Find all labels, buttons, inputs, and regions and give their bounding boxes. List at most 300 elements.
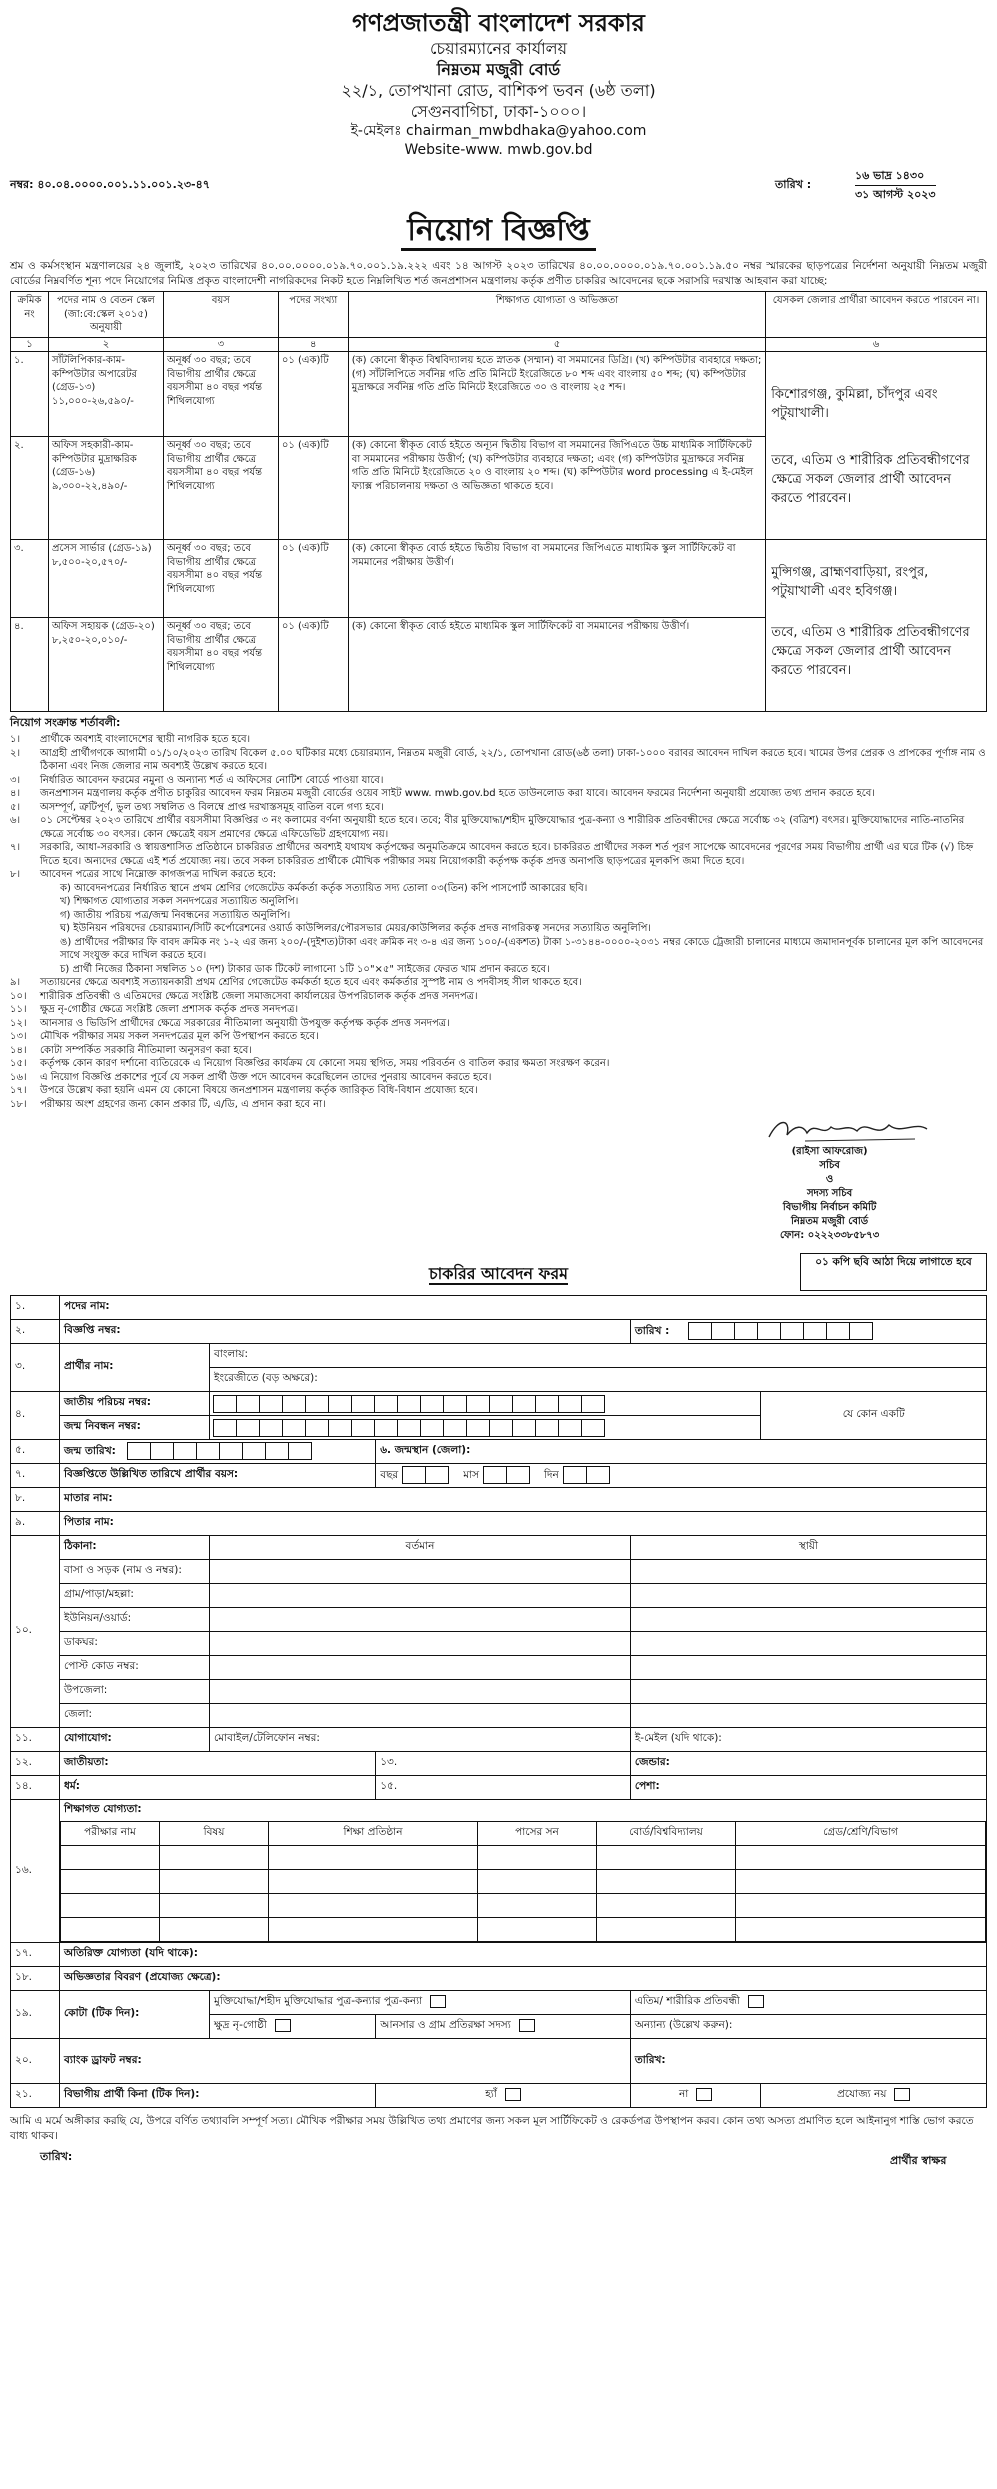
- col-post: পদের নাম ও বেতন স্কেল (জা:বে:স্কেল ২০১৫) অনুযায়ী: [48, 292, 163, 338]
- conditions-list: [10, 733, 987, 1111]
- list-item: [10, 990, 987, 1004]
- checkbox-icon[interactable]: [505, 2088, 521, 2101]
- option-label: অন্যান্য (উল্লেখ করুন):: [634, 2019, 733, 2031]
- field-label: যোগাযোগ:: [64, 1732, 112, 1744]
- row-number: ৫.: [11, 1440, 60, 1464]
- permanent-address-field[interactable]: [630, 1704, 986, 1728]
- field-label: ইউনিয়ন/ওয়ার্ড:: [60, 1608, 210, 1632]
- address-line-1: ২২/১, তোপখানা রোড, বাশিকপ ভবন (৬ষ্ঠ তলা): [341, 81, 656, 100]
- item-text: শারীরিক প্রতিবন্ধী ও এতিমদের ক্ষেত্রে সংশ্লিষ্ট জেলা সমাজসেবা কার্যালয়ের উপপরিচালক কর্তৃক প্রদত্ত সনদপত্র।: [40, 990, 478, 1002]
- field-label: ৬. জন্মস্থান (জেলা):: [380, 1444, 471, 1456]
- list-item: [10, 747, 987, 774]
- footer-date-label: তারিখ:: [40, 2150, 73, 2163]
- item-text: ০১ সেপ্টেম্বর ২০২৩ তারিখে প্রার্থীর বয়সসীমা বিজ্ঞপ্তির ৩ নং কলামের বর্ণনা অনুযায়ী হতে হবে। তবে; বীর মুক্তিযোদ্ধা/শহীদ মুক্তিযোদ্ধার পুত্র-কন্যা ও শারীরিক প্রতিবন্ধীদের ক্ষেত্রে সর্বোচ্চ ৩২ (বত্রিশ) বৎসর। মুক্তিযোদ্ধাদের নাতি-নাতনির ক্ষেত্রে সর্বোচ্চ ৩০ বৎসর। কোন ক্ষেত্রেই বয়স প্রমাণের ক্ষেত্রে এফিডেভিট গ্রহণযোগ্য নয়।: [40, 815, 965, 840]
- field-label: বাংলায়:: [214, 1348, 248, 1360]
- edu-col: পরীক্ষার নাম: [61, 1822, 160, 1846]
- signatory-details: [780, 1145, 879, 1243]
- edu-col: বিষয়: [160, 1822, 269, 1846]
- row-post: অফিস সহায়ক (গ্রেড-২০) ৮,২৫০-২০,০১০/-: [48, 618, 163, 712]
- website-line: Website-www. mwb.gov.bd: [404, 142, 593, 158]
- col-qualification: শিক্ষাগত যোগ্যতা ও অভিজ্ঞতা: [348, 292, 765, 338]
- item-number: ১৩।: [10, 1031, 27, 1042]
- form-row: [11, 2039, 987, 2084]
- option-label: প্রযোজ্য নয়: [837, 2088, 887, 2100]
- list-item: [10, 976, 987, 990]
- eligibility-exception-1: তবে, এতিম ও শারীরিক প্রতিবন্ধীগণের ক্ষেত্রে সকল জেলার প্রার্থী আবেদন করতে পারবেন।: [771, 453, 970, 506]
- column-number-row: [11, 337, 987, 352]
- row-qualification: (ক) কোনো স্বীকৃত বোর্ড হইতে মাধ্যমিক স্কুল সার্টিফিকেট বা সমমানের পরীক্ষায় উত্তীর্ণ।: [348, 618, 765, 712]
- form-row: [11, 1943, 987, 1967]
- age-fields[interactable]: [376, 1464, 987, 1488]
- form-row: [11, 1704, 987, 1728]
- item-text: সরকারি, আধা-সরকারি ও স্বায়ত্তশাসিত প্রতিষ্ঠানে চাকরিরত প্রার্থীদের অবশ্যই যথাযথ কর্তৃপক্ষের অনুমতিক্রমে আবেদন করতে হবে। চাকরিরত প্রার্থীদের সকল শর্ত পূরণ সাপেক্ষে আবেদনের পূরণের সময় বিভাগীয় প্রার্থী এর ঘরে টিক (√) চিহ্ন দিতে হবে। অন্যদের ক্ষেত্রে এই শর্ত প্রযোজ্য নয়। তবে সকল চাকরিরত প্রার্থীকে মৌখিক পরীক্ষার সময় নিয়োগকারী কর্তৃপক্ষ কর্তৃক প্রদত্ত অনাপত্তি ছাড়পত্রের মূলকপি জমা দিতে হবে।: [40, 842, 974, 867]
- row-number: ১৭.: [11, 1943, 60, 1967]
- checkbox-icon[interactable]: [275, 2019, 291, 2032]
- permanent-address-field[interactable]: [630, 1584, 986, 1608]
- quota-option[interactable]: [376, 2015, 631, 2039]
- signatory-office: নিম্নতম মজুরী বোর্ড: [791, 1216, 869, 1227]
- attachment-item: খ) শিক্ষাগত যোগ্যতার সকল সনদপত্রের সত্যায়িত অনুলিপি।: [60, 896, 299, 907]
- form-row: [11, 1800, 987, 1942]
- occupation-field[interactable]: [630, 1776, 986, 1800]
- religion-field[interactable]: [60, 1776, 376, 1800]
- form-row: [11, 1991, 987, 2015]
- item-number: ১৮।: [10, 1098, 27, 1110]
- item-number: ১৭।: [10, 1085, 27, 1096]
- row-age: অনূর্ধ্ব ৩০ বছর; তবে বিভাগীয় প্রার্থীর ক্ষেত্রে বয়সসীমা ৪০ বছর পর্যন্ত শিথিলযোগ্য: [163, 437, 278, 540]
- eligibility-districts-2: মুন্সিগঞ্জ, ব্রাহ্মণবাড়িয়া, রংপুর, পটুয়াখালী এবং হবিগঞ্জ।: [771, 565, 929, 599]
- mobile-field[interactable]: [210, 1728, 631, 1752]
- either-note: যে কোন একটি: [761, 1392, 987, 1440]
- government-name: গণপ্রজাতন্ত্রী বাংলাদেশ সরকার: [352, 9, 645, 37]
- signatory-designation: বিভাগীয় নির্বাচন কমিটি: [782, 1202, 877, 1213]
- row-serial: ৪.: [11, 618, 49, 712]
- age-day-label: দিন: [544, 1469, 559, 1481]
- form-row: [11, 1584, 987, 1608]
- row-number: ৮.: [11, 1488, 60, 1512]
- memo-number: নম্বর: ৪০.০৪.০০০০.০০১.১১.০০১.২৩-৪৭: [10, 178, 210, 191]
- form-row: [11, 2084, 987, 2108]
- option-label: ক্ষুদ্র নৃ-গোষ্ঠী: [214, 2019, 267, 2031]
- option-label: না: [678, 2088, 689, 2100]
- form-field[interactable]: [60, 1320, 631, 1344]
- col-ineligible-districts: যেসকল জেলার প্রার্থীরা আবেদন করতে পারবেন না।: [766, 292, 987, 338]
- form-label-cell: [60, 1416, 210, 1440]
- signatory-designation: সচিব: [819, 1160, 840, 1171]
- attachment-item: গ) জাতীয় পরিচয় পত্র/জন্ম নিবন্ধনের সত্যায়িত অনুলিপি।: [60, 909, 291, 921]
- permanent-address-field[interactable]: [630, 1632, 986, 1656]
- list-item: [10, 814, 987, 841]
- form-row: [11, 1296, 987, 1320]
- permanent-address-header: স্থায়ী: [630, 1536, 986, 1560]
- list-item: [10, 1044, 987, 1058]
- field-label: মোবাইল/টেলিফোন নম্বর:: [214, 1732, 320, 1744]
- list-item: [10, 787, 987, 801]
- vacancy-table: [10, 291, 987, 712]
- list-item: [10, 774, 987, 788]
- present-address-field[interactable]: [210, 1632, 631, 1656]
- list-item: [10, 868, 987, 882]
- birth-reg-boxes[interactable]: [210, 1416, 761, 1440]
- permanent-address-field[interactable]: [630, 1560, 986, 1584]
- edu-col: শিক্ষা প্রতিষ্ঠান: [269, 1822, 478, 1846]
- col-num: ২: [48, 337, 163, 352]
- item-text: আবেদন পত্রের সাথে নিম্নোক্ত কাগজপত্র দাখিল করতে হবে:: [40, 869, 277, 880]
- item-number: ১৫।: [10, 1058, 27, 1069]
- field-label: বাসা ও সড়ক (নাম ও নম্বর):: [60, 1560, 210, 1584]
- row-post: সাঁটলিপিকার-কাম-কম্পিউটার অপারেটর (গ্রেড-১৩) ১১,০০০-২৬,৫৯০/-: [48, 352, 163, 437]
- item-text: সত্যায়নের ক্ষেত্রে অবশ্যই সত্যায়নকারী প্রথম শ্রেণির গেজেটেড কর্মকর্তা হতে হবে এবং কর্মকর্তার সুস্পষ্ট নাম ও পদবীসহ সীল থাকতে হবে।: [40, 977, 582, 988]
- row-qualification: (ক) কোনো স্বীকৃত বিশ্ববিদ্যালয় হতে স্নাতক (সম্মান) বা সমমানের ডিগ্রি। (খ) কম্পিউটার ব্যবহারে দক্ষতা; (গ) সাঁটলিপিতে সর্বনিম্ন গতি প্রতি মিনিটে ইংরেজিতে ৮০ শব্দ এবং বাংলায় ৫০ শব্দ; (ঘ) কম্পিউটার মুদ্রাক্ষরে সর্বনিম্ন গতি প্রতি মিনিটে ইংরেজিতে ৩০ ও বাংলায় ২৫ শব্দ।: [348, 352, 765, 437]
- list-item: [10, 1071, 987, 1085]
- form-row: [11, 1560, 987, 1584]
- education-table: [60, 1821, 986, 1942]
- list-item: [10, 1084, 987, 1098]
- departmental-no[interactable]: [630, 2084, 761, 2108]
- col-num: ৫: [348, 337, 765, 352]
- field-label: জাতীয় পরিচয় নম্বর:: [64, 1396, 152, 1408]
- departmental-na[interactable]: [761, 2084, 987, 2108]
- row-number-inline: ১৩.: [376, 1752, 631, 1776]
- eligibility-districts-1: কিশোরগঞ্জ, কুমিল্লা, চাঁদপুর এবং পটুয়াখালী।: [771, 387, 938, 421]
- education-header-row: [61, 1822, 986, 1846]
- departmental-yes[interactable]: [376, 2084, 631, 2108]
- eligibility-exception-2: তবে, এতিম ও শারীরিক প্রতিবন্ধীগণের ক্ষেত্রে সকল জেলার প্রার্থী আবেদন করতে পারবেন।: [771, 625, 970, 678]
- signature-block: [10, 1111, 987, 1253]
- col-age: বয়স: [163, 292, 278, 338]
- item-text: জনপ্রশাসন মন্ত্রণালয় কর্তৃক প্রণীত চাকুরির আবেদন ফরম নিম্নতম মজুরী বোর্ডের ওয়েব সাইট www. mwb.gov.bd হতে ডাউনলোড করা যাবে। আবেদন ফরমের নির্দেশনা অনুযায়ী প্রযোজ্য তথ্য প্রদান করতে হবে।: [40, 788, 875, 799]
- form-field[interactable]: [60, 1967, 987, 1991]
- date-english: ৩১ আগস্ট ২০২৩: [855, 185, 936, 205]
- checkbox-icon[interactable]: [696, 2088, 712, 2101]
- form-row: [11, 1488, 987, 1512]
- permanent-address-field[interactable]: [630, 1680, 986, 1704]
- form-field[interactable]: [630, 1320, 986, 1344]
- list-item: [10, 801, 987, 815]
- form-field[interactable]: [60, 1512, 987, 1536]
- field-label: ঠিকানা:: [64, 1540, 97, 1552]
- field-label: পিতার নাম:: [64, 1516, 114, 1528]
- eligibility-group-1: [766, 352, 987, 540]
- option-label: হ্যাঁ: [485, 2088, 497, 2100]
- row-serial: ১.: [11, 352, 49, 437]
- col-num: ৩: [163, 337, 278, 352]
- item-text: উপরে উল্লেখ করা হয়নি এমন যে কোনো বিষয়ে জনপ্রশাসন মন্ত্রণালয় কর্তৃক জারিকৃত বিধি-বিধান প্রযোজ্য হবে।: [40, 1085, 478, 1096]
- form-footer: [10, 2144, 987, 2170]
- field-label: তারিখ:: [634, 2053, 666, 2066]
- row-count: ০১ (এক)টি: [278, 352, 348, 437]
- item-text: ক্ষুদ্র নৃ-গোষ্ঠীর ক্ষেত্রে সংশ্লিষ্ট জেলা প্রশাসক কর্তৃক প্রদত্ত সনদপত্র।: [40, 1004, 299, 1015]
- field-label: পোস্ট কোড নম্বর:: [60, 1656, 210, 1680]
- email-line: ই-মেইলঃ chairman_mwbdhaka@yahoo.com: [350, 123, 647, 139]
- conditions-title: নিয়োগ সংক্রান্ত শর্তাবলী:: [10, 716, 121, 729]
- row-age: অনূর্ধ্ব ৩০ বছর; তবে বিভাগীয় প্রার্থীর ক্ষেত্রে বয়সসীমা ৪০ বছর পর্যন্ত শিথিলযোগ্য: [163, 618, 278, 712]
- form-row: [11, 1512, 987, 1536]
- row-count: ০১ (এক)টি: [278, 618, 348, 712]
- form-label-cell: [60, 2084, 376, 2108]
- edu-col: পাসের সন: [478, 1822, 597, 1846]
- item-text: কোটা সম্পর্কিত সরকারি নীতিমালা অনুসরণ করা হবে।: [40, 1044, 252, 1056]
- item-number: ১৪।: [10, 1044, 27, 1056]
- field-label: অতিরিক্ত যোগ্যতা (যদি থাকে):: [64, 1947, 198, 1959]
- declaration-text: আমি এ মর্মে অঙ্গীকার করছি যে, উপরে বর্ণিত তথ্যাবলি সম্পূর্ণ সত্য। মৌখিক পরীক্ষার সময় উল্লিখিত তথ্য প্রমাণের জন্য সকল মূল সার্টিফিকেট ও রেকর্ডপত্র উপস্থাপন করব। কোন তথ্য অসত্য প্রমাণিত হলে আইনানুগ শাস্তি ভোগ করতে বাধ্য থাকব।: [10, 2115, 974, 2142]
- item-number: ৯।: [10, 977, 21, 988]
- col-num: ৪: [278, 337, 348, 352]
- row-age: অনূর্ধ্ব ৩০ বছর; তবে বিভাগীয় প্রার্থীর ক্ষেত্রে বয়সসীমা ৪০ বছর পর্যন্ত শিথিলযোগ্য: [163, 352, 278, 437]
- row-number: ২.: [11, 1320, 60, 1344]
- gender-field[interactable]: [630, 1752, 986, 1776]
- form-field[interactable]: [210, 1368, 987, 1392]
- date-label: তারিখ :: [775, 178, 812, 191]
- row-number: ৭.: [11, 1464, 60, 1488]
- field-label: ডাকঘর:: [60, 1632, 210, 1656]
- form-row: [11, 1464, 987, 1488]
- item-text: প্রার্থীকে অবশ্যই বাংলাদেশের স্থায়ী নাগরিক হতে হবে।: [40, 734, 251, 745]
- form-row: [11, 1392, 987, 1416]
- list-item: [10, 1098, 987, 1112]
- col-num: ৬: [766, 337, 987, 352]
- form-label-cell: [60, 1464, 376, 1488]
- field-label: কোটা (টিক দিন):: [64, 2007, 140, 2019]
- row-number: ২১.: [11, 2084, 60, 2108]
- age-month-label: মাস: [463, 1469, 480, 1481]
- applicant-signature-label: প্রার্থীর স্বাক্ষর: [890, 2154, 947, 2167]
- permanent-address-field[interactable]: [630, 1608, 986, 1632]
- row-number: ১৬.: [11, 1800, 60, 1943]
- row-number: ১৪.: [11, 1776, 60, 1800]
- edu-col: গ্রেড/শ্রেণি/বিভাগ: [736, 1822, 986, 1846]
- row-age: অনূর্ধ্ব ৩০ বছর; তবে বিভাগীয় প্রার্থীর ক্ষেত্রে বয়সসীমা ৪০ বছর পর্যন্ত শিথিলযোগ্য: [163, 540, 278, 618]
- option-label: এতিম/ শারীরিক প্রতিবন্ধী: [634, 1995, 740, 2007]
- attachment-item: ক) আবেদনপত্রের নির্ধারিত স্থানে প্রথম শ্রেণির গেজেটেড কর্মকর্তা কর্তৃক সত্যায়িত সদ্য তোলা ০৩(তিন) কপি পাসপোর্ট আকারের ছবি।: [60, 882, 588, 894]
- row-number: ১১.: [11, 1728, 60, 1752]
- field-label: প্রার্থীর নাম:: [64, 1360, 114, 1372]
- field-label: ই-মেইল (যদি থাকে):: [634, 1732, 722, 1744]
- row-post: অফিস সহকারী-কাম-কম্পিউটার মুদ্রাক্ষরিক (গ্রেড-১৬) ৯,৩০০-২২,৪৯০/-: [48, 437, 163, 540]
- item-text: মৌখিক পরীক্ষার সময় সকল সনদপত্রের মূল কপি উপস্থাপন করতে হবে।: [40, 1031, 319, 1042]
- item-number: ১০।: [10, 990, 27, 1002]
- letterhead: [10, 8, 987, 160]
- notice-title-text: নিয়োগ বিজ্ঞপ্তি: [401, 213, 595, 251]
- present-address-field[interactable]: [210, 1608, 631, 1632]
- form-label-cell: [60, 1991, 210, 2039]
- field-label: জাতীয়তা:: [64, 1756, 109, 1768]
- col-serial: ক্রমিক নং: [11, 292, 49, 338]
- form-row: [11, 1632, 987, 1656]
- attachment-item: ঘ) ইউনিয়ন পরিষদের চেয়ারম্যান/সিটি কর্পোরেশনের ওয়ার্ড কাউন্সিলর/পৌরসভার মেয়র/কাউন্সিলর কর্তৃক প্রদত্ত নাগরিকত্ব সনদের সত্যায়িত অনুলিপি।: [60, 923, 651, 934]
- present-address-field[interactable]: [210, 1680, 631, 1704]
- field-label: জন্ম নিবন্ধন নম্বর:: [64, 1420, 141, 1432]
- item-text: আনসার ও ভিডিপি প্রার্থীদের ক্ষেত্রে সরকারের নীতিমালা অনুযায়ী উপযুক্ত কর্তৃপক্ষ কর্তৃক প্রদত্ত সনদপত্র।: [40, 1017, 450, 1029]
- education-row[interactable]: [61, 1918, 986, 1942]
- item-number: ৪।: [10, 788, 21, 799]
- form-field[interactable]: [60, 1296, 987, 1320]
- field-label: পদের নাম:: [64, 1300, 110, 1312]
- option-label: আনসার ও গ্রাম প্রতিরক্ষা সদস্য: [380, 2019, 511, 2031]
- row-count: ০১ (এক)টি: [278, 540, 348, 618]
- handwritten-signature: [765, 1113, 935, 1147]
- quota-option[interactable]: [210, 2015, 376, 2039]
- form-row: [11, 1776, 987, 1800]
- form-row: [11, 1728, 987, 1752]
- field-label: জন্ম তারিখ:: [64, 1445, 116, 1457]
- item-text: অসম্পূর্ণ, ত্রুটিপূর্ণ, ভুল তথ্য সম্বলিত ও বিলম্বে প্রাপ্ত দরখাস্তসমূহ বাতিল বলে গণ্য হবে।: [40, 801, 384, 813]
- row-number: ৯.: [11, 1512, 60, 1536]
- form-label-cell: [60, 1728, 210, 1752]
- field-label: ধর্ম:: [64, 1780, 80, 1792]
- form-row: [11, 1608, 987, 1632]
- present-address-field[interactable]: [210, 1584, 631, 1608]
- item-number: ৫।: [10, 801, 21, 813]
- email-field[interactable]: [630, 1728, 986, 1752]
- nationality-field[interactable]: [60, 1752, 376, 1776]
- checkbox-icon[interactable]: [894, 2088, 910, 2101]
- row-qualification: (ক) কোনো স্বীকৃত বোর্ড হইতে দ্বিতীয় বিভাগ বা সমমানের জিপিএতে মাধ্যমিক স্কুল সার্টিফিকেট বা সমমানের পরীক্ষায় উত্তীর্ণ।: [348, 540, 765, 618]
- list-item: [10, 1003, 987, 1017]
- item-number: ২।: [10, 747, 21, 759]
- office-name: চেয়ারম্যানের কার্যালয়: [429, 39, 568, 58]
- present-address-field[interactable]: [210, 1704, 631, 1728]
- list-item: [10, 841, 987, 868]
- item-text: এ নিয়োগ বিজ্ঞপ্তি প্রকাশের পূর্বে যে সকল প্রার্থী উক্ত পদে আবেদন করেছিলেন তাদের পুনরায় আবেদন করতে হবে।: [40, 1071, 492, 1083]
- field-label: ইংরেজীতে (বড় অক্ষরে):: [214, 1372, 318, 1384]
- form-title-text: চাকরির আবেদন ফরম: [428, 1264, 569, 1283]
- form-field[interactable]: [60, 1943, 987, 1967]
- signatory-phone: ফোন: ০২২২৩৩৮৫৮৭৩: [780, 1230, 880, 1241]
- item-number: ৬।: [10, 815, 21, 826]
- row-number: ২০.: [11, 2039, 60, 2084]
- education-row[interactable]: [61, 1894, 986, 1918]
- present-address-header: বর্তমান: [210, 1536, 631, 1560]
- field-label: জেলা:: [60, 1704, 210, 1728]
- item-number: ১২।: [10, 1017, 27, 1029]
- reference-row: [10, 166, 987, 202]
- form-field[interactable]: [210, 1344, 987, 1368]
- field-label: শিক্ষাগত যোগ্যতা:: [64, 1803, 142, 1815]
- field-label: তারিখ :: [634, 1325, 670, 1337]
- edu-col: বোর্ড/বিশ্ববিদ্যালয়: [597, 1822, 736, 1846]
- field-label: মাতার নাম:: [64, 1492, 113, 1504]
- quota-option[interactable]: [630, 1991, 986, 2015]
- address-line-2: সেগুনবাগিচা, ঢাকা-১০০০।: [410, 102, 587, 121]
- col-num: ১: [11, 337, 49, 352]
- education-section: [60, 1800, 987, 1942]
- item-number: ৭।: [10, 842, 21, 853]
- row-count: ০১ (এক)টি: [278, 437, 348, 540]
- row-number: ১২.: [11, 1752, 60, 1776]
- signatory-designation: সদস্য সচিব: [806, 1188, 853, 1199]
- education-row[interactable]: [61, 1846, 986, 1870]
- form-row: [11, 1752, 987, 1776]
- row-number: ৩.: [11, 1344, 60, 1392]
- field-label: জেন্ডার:: [634, 1756, 670, 1768]
- form-row: [11, 1320, 987, 1344]
- age-year-label: বছর: [380, 1469, 399, 1481]
- form-row: [11, 1536, 987, 1560]
- list-item: [10, 1057, 987, 1071]
- item-text: পরীক্ষায় অংশ গ্রহণের জন্য কোন প্রকার টি, এ/ডি, এ প্রদান করা হবে না।: [40, 1098, 326, 1110]
- row-number: ১৮.: [11, 1967, 60, 1991]
- row-number: ১৯.: [11, 1991, 60, 2039]
- form-label-cell: [60, 1536, 210, 1560]
- present-address-field[interactable]: [210, 1656, 631, 1680]
- row-number-inline: ১৫.: [376, 1776, 631, 1800]
- field-label: পেশা:: [634, 1780, 660, 1792]
- item-number: ৩।: [10, 774, 21, 786]
- row-number: ৪.: [11, 1392, 60, 1440]
- table-row: [11, 352, 987, 437]
- item-text: কর্তৃপক্ষ কোন কারণ দর্শানো ব্যতিরেকে এ নিয়োগ বিজ্ঞপ্তির কার্যক্রম যে কোনো সময় স্থগিত, সময় পরিবর্তন ও বাতিল করার ক্ষমতা সংরক্ষণ করেন।: [40, 1058, 610, 1069]
- field-label: উপজেলা:: [60, 1680, 210, 1704]
- intro-paragraph: শ্রম ও কর্মসংস্থান মন্ত্রণালয়ের ২৪ জুলাই, ২০২৩ তারিখের ৪০.০০.০০০০.০১৯.৭০.০০১.১৯.২২২ এবং ১৪ আগস্ট ২০২৩ তারিখের ৪০.০০.০০০০.০১৯.৭০.০০১.১৯.৫০ নম্বর স্মারকের ছাড়পত্রের নির্দেশনা অনুযায়ী নিম্নতম মজুরী বোর্ডের নিম্নবর্ণিত শূন্য পদে নিয়োগের নিমিত্ত প্রকৃত বাংলাদেশী নাগরিকদের নিকট হতে নিম্নলিখিত শর্ত জনপ্রশাসন মন্ত্রণালয় কর্তৃক প্রণীত চাকরির আবেদনের ছকে সরাসরি দরখাস্ত আহবান করা যাচ্ছে:: [10, 260, 987, 287]
- checkbox-icon[interactable]: [748, 1995, 764, 2008]
- bank-draft-field[interactable]: [60, 2039, 631, 2084]
- row-qualification: (ক) কোনো স্বীকৃত বোর্ড হইতে অন্যূন দ্বিতীয় বিভাগ বা সমমানের জিপিএতে উচ্চ মাধ্যমিক সার্টিফিকেট বা সমমানের পরীক্ষায় উত্তীর্ণ; (খ) কম্পিউটার ব্যবহারে দক্ষতা; এবং (গ) কম্পিউটার মুদ্রাক্ষরে সর্বনিম্ন গতি প্রতি মিনিটে ইংরেজিতে ২০ ও বাংলায় ২০ শব্দ। (ঘ) কম্পিউটার word processing এ ই-মেইল ফ্যাক্স পরিচালনায় দক্ষতা ও অভিজ্ঞতা থাকতে হবে।: [348, 437, 765, 540]
- row-serial: ২.: [11, 437, 49, 540]
- form-field[interactable]: [60, 1488, 987, 1512]
- form-label-cell: [60, 1344, 210, 1392]
- form-row: [11, 1656, 987, 1680]
- field-label: বিজ্ঞপ্তিতে উল্লিখিত তারিখে প্রার্থীর বয়স:: [64, 1468, 239, 1480]
- table-row: [11, 540, 987, 618]
- field-label: বিজ্ঞপ্তি নম্বর:: [64, 1324, 121, 1336]
- form-field[interactable]: [376, 1440, 987, 1464]
- quota-option[interactable]: [630, 2015, 986, 2039]
- nid-boxes[interactable]: [210, 1392, 761, 1416]
- draft-date-field[interactable]: [630, 2039, 986, 2084]
- row-serial: ৩.: [11, 540, 49, 618]
- date-bangla: ১৬ ভাদ্র ১৪৩০: [855, 169, 925, 182]
- form-field[interactable]: [60, 1440, 376, 1464]
- item-number: ১১।: [10, 1004, 27, 1015]
- form-header: [10, 1253, 987, 1295]
- col-count: পদের সংখ্যা: [278, 292, 348, 338]
- checkbox-icon[interactable]: [519, 2019, 535, 2032]
- list-item: [10, 1030, 987, 1044]
- application-form: [10, 1295, 987, 2108]
- list-item: [10, 733, 987, 747]
- row-number: ১০.: [11, 1536, 60, 1728]
- quota-option[interactable]: [210, 1991, 631, 2015]
- permanent-address-field[interactable]: [630, 1656, 986, 1680]
- signatory-name: (রাইসা আফরোজ): [791, 1146, 868, 1157]
- field-label: অভিজ্ঞতার বিবরণ (প্রযোজ্য ক্ষেত্রে):: [64, 1971, 221, 1983]
- notice-title: [10, 206, 987, 257]
- form-label-cell: [60, 1392, 210, 1416]
- item-text: আগ্রহী প্রার্থীগণকে আগামী ০১/১০/২০২৩ তারিখ বিকেল ৫.০০ ঘটিকার মধ্যে চেয়ারম্যান, নিম্নতম মজুরী বোর্ড, ২২/১, তোপখানা রোড(৬ষ্ঠ তলা) ঢাকা-১০০০ বরাবর আবেদন দাখিল করতে হবে। খামের উপর প্রেরক ও প্রাপকের পূর্ণাঙ্গ নাম ও ঠিকানা এবং নিজ জেলার নাম অবশ্যই উল্লেখ করতে হবে।: [40, 747, 986, 772]
- form-row: [11, 1344, 987, 1368]
- signatory-designation: ও: [825, 1174, 834, 1185]
- board-name: নিম্নতম মজুরী বোর্ড: [436, 60, 561, 79]
- eligibility-group-2: [766, 540, 987, 712]
- form-row: [11, 1680, 987, 1704]
- option-label: মুক্তিযোদ্ধা/শহীদ মুক্তিযোদ্ধার পুত্র-কন্যার পুত্র-কন্যা: [214, 1995, 423, 2007]
- form-row: [11, 1440, 987, 1464]
- item-number: ১।: [10, 734, 21, 745]
- education-row[interactable]: [61, 1870, 986, 1894]
- form-row: [11, 1967, 987, 1991]
- item-number: ৮।: [10, 869, 21, 880]
- attachment-item: ঙ) প্রার্থীদের পরীক্ষার ফি বাবদ ক্রমিক নং ১-২ এর জন্য ২০০/-(দুইশত)টাকা এবং ক্রমিক নং ৩-৪ এর জন্য ১০০/-(একশত) টাকা ১-৩১৪৪-০০০০-২০৩১ নম্বর কোডে ট্রেজারী চালানের মাধ্যমে জমাদানপূর্বক চালানের মূল কপি আবেদনের সাথে সংযুক্ত করে দাখিল করতে হবে।: [60, 936, 984, 961]
- field-label: বিভাগীয় প্রার্থী কিনা (টিক দিন):: [64, 2088, 200, 2100]
- checkbox-icon[interactable]: [430, 1995, 446, 2008]
- field-label: গ্রাম/পাড়া/মহল্লা:: [60, 1584, 210, 1608]
- photo-box: ০১ কপি ছবি আঠা দিয়ে লাগাতে হবে: [800, 1253, 987, 1291]
- present-address-field[interactable]: [210, 1560, 631, 1584]
- row-number: ১.: [11, 1296, 60, 1320]
- list-item: [10, 1017, 987, 1031]
- attachment-item: চ) প্রার্থী নিজের ঠিকানা সম্বলিত ১০ (দশ) টাকার ডাক টিকেট লাগানো ১টি ১০"×৫" সাইজের ফেরত খাম প্রদান করতে হবে।: [60, 963, 550, 975]
